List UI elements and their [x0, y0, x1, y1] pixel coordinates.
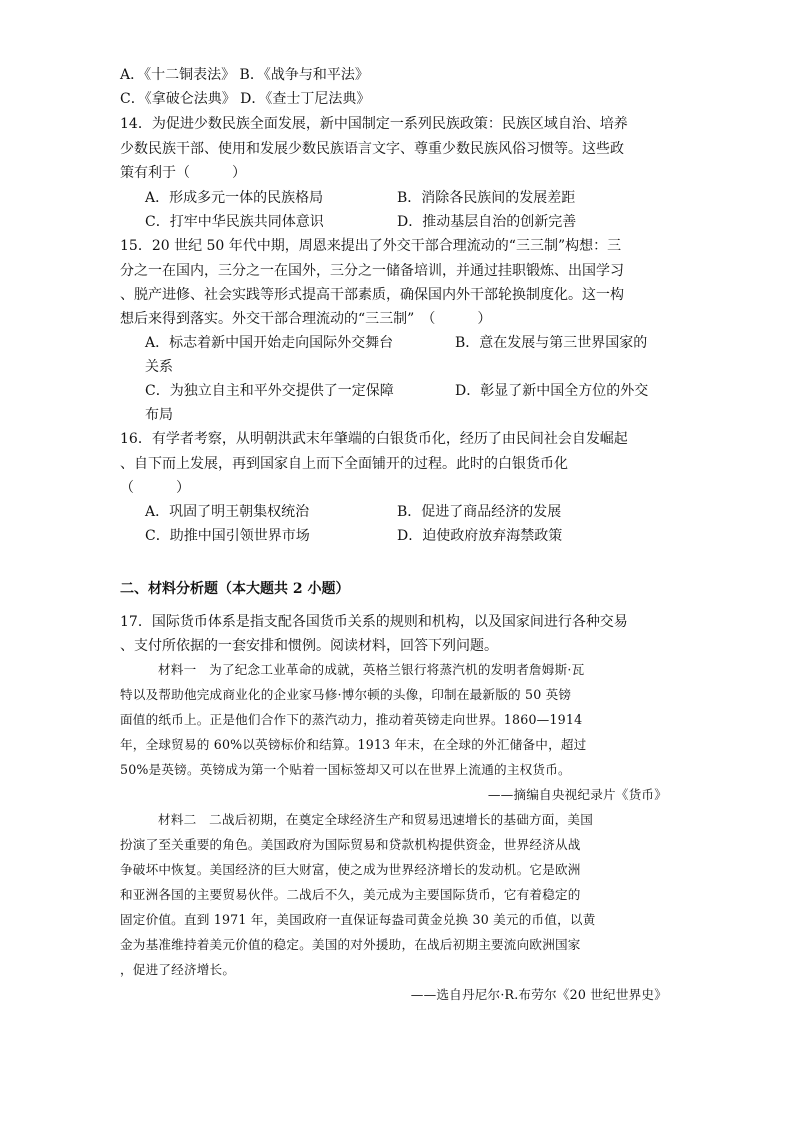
q15-option-c: C．为独立自主和平外交提供了一定保障 [145, 383, 394, 399]
q15-stem-line-4: 想后来得到落实。外交干部合理流动的“三三制” （ ） [120, 311, 492, 327]
q16-option-b: B．促进了商品经济的发展 [397, 504, 562, 520]
material-1-line-4: 年，全球贸易的 60%以英镑标价和结算。1913 年末，在全球的外汇储备中，超过 [120, 737, 587, 752]
q16-option-d: D．迫使政府放弃海禁政策 [397, 528, 563, 544]
material-2-line-3: 争破坏中恢复。美国经济的巨大财富，使之成为世界经济增长的发动机。它是欧洲 [120, 862, 581, 877]
material-2-line-5: 固定价值。直到 1971 年，美国政府一直保证每盎司黄金兑换 30 美元的币值，以黄 [120, 912, 596, 927]
q15-option-b-cont: 关系 [145, 359, 173, 375]
material-2-line-2: 扮演了至关重要的角色。美国政府为国际贸易和贷款机构提供资金，世界经济从战 [120, 837, 581, 852]
q15-stem-line-1: 15．20 世纪 50 年代中期，周恩来提出了外交干部合理流动的“三三制”构想：三 [120, 238, 622, 254]
q16-stem-line-3: （ ） [120, 480, 190, 496]
q14-stem-line-2: 少数民族干部、使用和发展少数民族语言文字、尊重少数民族风俗习惯等。这些政 [120, 141, 624, 157]
q13-options-ab: A．《十二铜表法》 B．《战争与和平法》 [120, 67, 369, 83]
q15-option-b: B．意在发展与第三世界国家的 [455, 335, 648, 351]
q16-option-c: C．助推中国引领世界市场 [145, 528, 310, 544]
q14-option-b: B．消除各民族间的发展差距 [397, 190, 576, 206]
material-1-source: ——摘编自央视纪录片《货币》 [487, 787, 667, 802]
material-1-line-3: 面值的纸币上。正是他们合作下的蒸汽动力，推动着英镑走向世界。1860—1914 [120, 712, 583, 727]
material-2-line-1: 材料二 二战后初期，在奠定全球经济生产和贸易迅速增长的基础方面，美国 [158, 812, 593, 827]
q15-option-a: A．标志着新中国开始走向国际外交舞台 [145, 335, 394, 351]
q15-option-d: D．彰显了新中国全方位的外交 [455, 383, 649, 399]
q17-stem-line-1: 17．国际货币体系是指支配各国货币关系的规则和机构，以及国家间进行各种交易 [120, 614, 628, 630]
section-2-heading: 二、材料分析题（本大题共 2 小题） [120, 581, 350, 597]
material-2-source: ——选自丹尼尔·R.布劳尔《20 世纪世界史》 [410, 987, 667, 1002]
q17-stem-line-2: 、支付所依据的一套安排和惯例。阅读材料，回答下列问题。 [120, 638, 498, 654]
q14-option-d: D．推动基层自治的创新完善 [397, 214, 577, 230]
material-2-line-6: 金为基准维持着美元价值的稳定。美国的对外援助，在战后初期主要流向欧洲国家 [120, 937, 581, 952]
q15-stem-line-3: 、脱产进修、社会实践等形式提高干部素质，确保国内外干部轮换制度化。这一构 [120, 287, 624, 303]
q14-option-a: A．形成多元一体的民族格局 [145, 190, 324, 206]
q15-option-d-cont: 布局 [145, 407, 173, 423]
q15-stem-line-2: 分之一在国内，三分之一在国外，三分之一储备培训，并通过挂职锻炼、出国学习 [120, 263, 624, 279]
q14-stem-line-3: 策有利于（ ） [120, 165, 246, 181]
material-1-line-2: 特以及帮助他完成商业化的企业家马修·博尔顿的头像，印制在最新版的 50 英镑 [120, 687, 572, 702]
material-2-line-4: 和亚洲各国的主要贸易伙伴。二战后不久，美元成为主要国际货币，它有着稳定的 [120, 887, 581, 902]
q16-option-a: A．巩固了明王朝集权统治 [145, 504, 310, 520]
material-1-line-1: 材料一 为了纪念工业革命的成就，英格兰银行将蒸汽机的发明者詹姆斯·瓦 [158, 662, 585, 677]
q14-option-c: C．打牢中华民族共同体意识 [145, 214, 324, 230]
material-2-line-7: ，促进了经济增长。 [120, 962, 236, 977]
q16-stem-line-2: 、自下而上发展，再到国家自上而下全面铺开的过程。此时的白银货币化 [120, 456, 568, 472]
q13-options-cd: C．《拿破仑法典》 D．《查士丁尼法典》 [120, 91, 371, 107]
q14-stem-line-1: 14．为促进少数民族全面发展，新中国制定一系列民族政策：民族区域自治、培养 [120, 116, 628, 132]
q16-stem-line-1: 16．有学者考察，从明朝洪武末年肇端的白银货币化，经历了由民间社会自发崛起 [120, 431, 628, 447]
material-1-line-5: 50%是英镑。英镑成为第一个贴着一国标签却又可以在世界上流通的主权货币。 [120, 762, 571, 777]
